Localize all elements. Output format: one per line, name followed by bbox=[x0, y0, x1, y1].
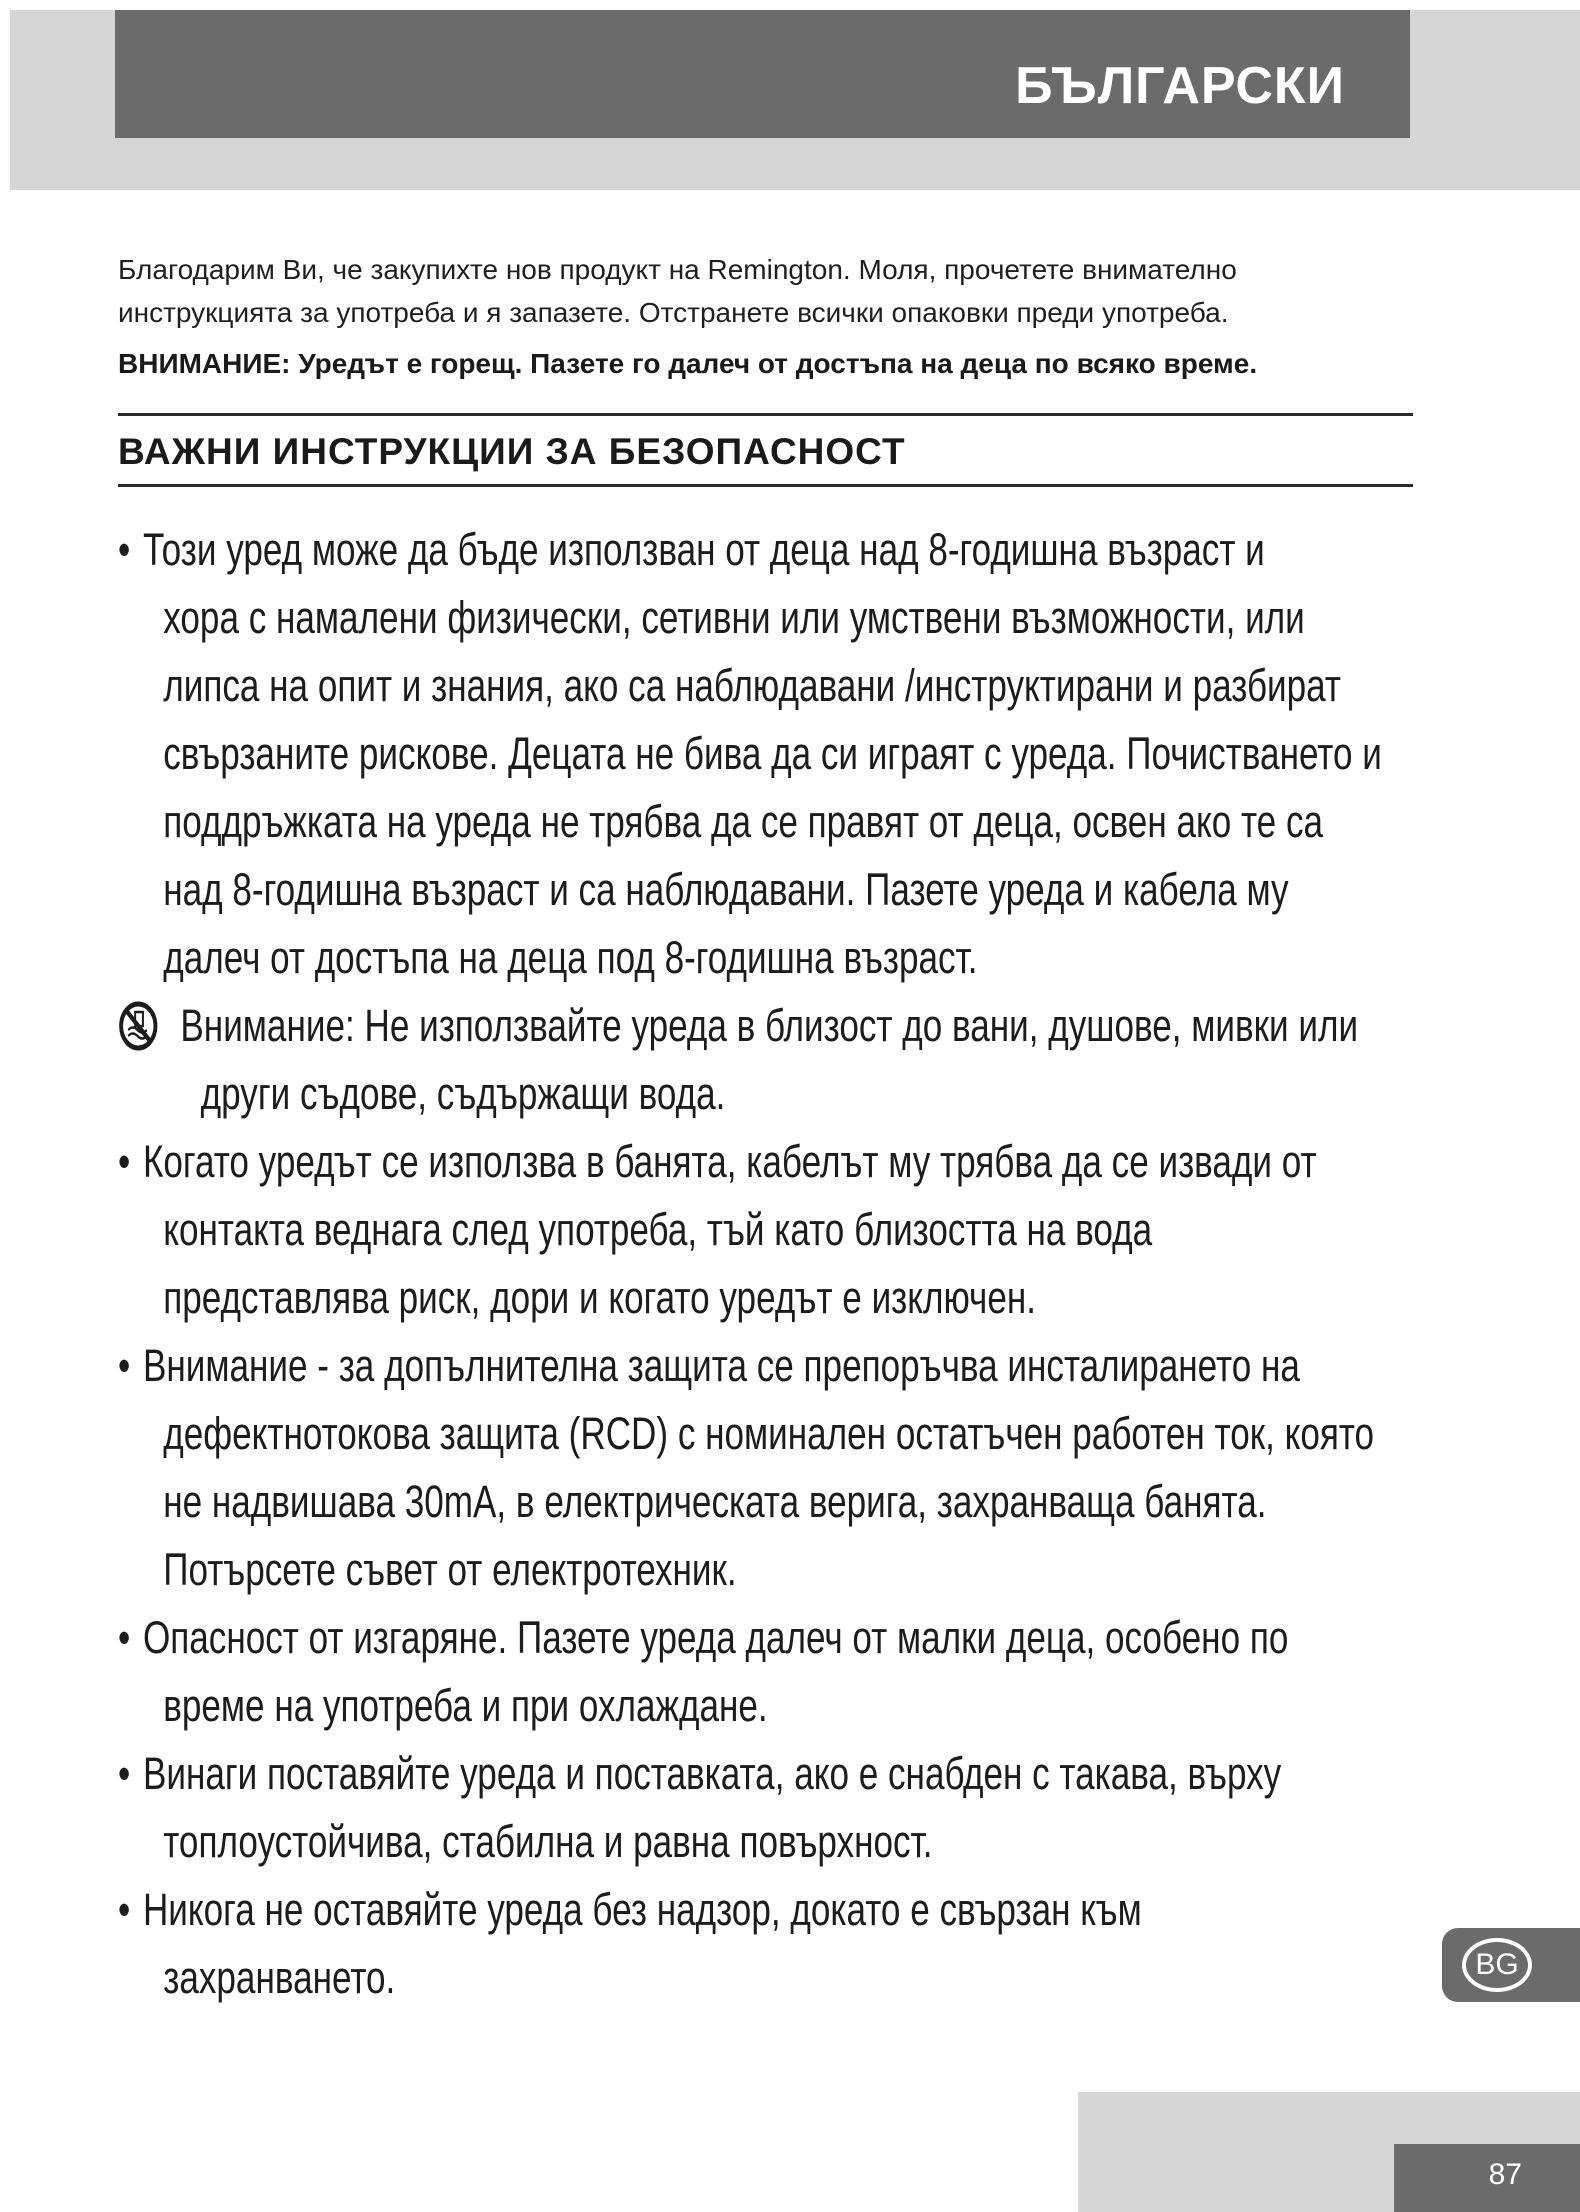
list-item bbox=[118, 1128, 1512, 1332]
item-line: Опасност от изгаряне. Пазете уреда далеч от малки деца, особено по bbox=[142, 1612, 1289, 1663]
bullet: • bbox=[118, 1884, 131, 1935]
section-divider-top bbox=[118, 413, 1413, 416]
section-title: ВАЖНИ ИНСТРУКЦИИ ЗА БЕЗОПАСНОСТ bbox=[118, 431, 906, 472]
page-number: 87 bbox=[1488, 2158, 1522, 2191]
item-line: Внимание - за допълнителна защита се препоръчва инсталирането на bbox=[142, 1340, 1300, 1391]
bullet: • bbox=[118, 1748, 131, 1799]
item-line: Никога не оставяйте уреда без надзор, докато е свързан към bbox=[142, 1884, 1142, 1935]
bullet: • bbox=[118, 1612, 131, 1663]
no-water-warning-icon bbox=[118, 1000, 159, 1052]
item-line: Когато уредът се използва в банята, кабелът му трябва да се извади от bbox=[142, 1136, 1317, 1187]
item-line: Този уред може да бъде използван от деца над 8-годишна възраст и bbox=[142, 524, 1265, 575]
hot-appliance-warning: ВНИМАНИЕ: Уредът е горещ. Пазете го далеч от достъпа на деца по всяко време. bbox=[118, 348, 1258, 379]
item-line: свързаните рискове. Децата не бива да си играят с уреда. Почистването и bbox=[163, 728, 1382, 779]
item-line: далеч от достъпа на деца под 8-годишна възраст. bbox=[163, 932, 978, 983]
list-item-water-warning bbox=[118, 992, 1549, 1128]
item-line: време на употреба и при охлаждане. bbox=[163, 1680, 768, 1731]
list-item bbox=[118, 1604, 1512, 1740]
bullet: • bbox=[118, 1340, 131, 1391]
language-header-bar bbox=[115, 10, 1410, 138]
intro-line: инструкцията за употреба и я запазете. Отстранете всички опаковки преди употреба. bbox=[118, 297, 1229, 328]
item-line: дефектнотокова защита (RCD) с номинален остатъчен работен ток, която bbox=[163, 1408, 1375, 1459]
language-badge: BG bbox=[1462, 1938, 1532, 1992]
list-item bbox=[118, 1332, 1512, 1604]
list-item bbox=[118, 516, 1512, 992]
item-line: Винаги поставяйте уреда и поставката, ако е снабден с такава, върху bbox=[142, 1748, 1282, 1799]
item-line: контакта веднага след употреба, тъй като близостта на вода bbox=[163, 1204, 1153, 1255]
list-item bbox=[118, 1740, 1512, 1876]
item-line: захранването. bbox=[163, 1952, 396, 2003]
item-line: други съдове, съдържащи вода. bbox=[200, 1068, 726, 1119]
page-number-box bbox=[1394, 2144, 1580, 2212]
list-item bbox=[118, 1876, 1512, 2012]
item-line: не надвишава 30mA, в електрическата верига, захранваща банята. bbox=[163, 1476, 1267, 1527]
item-line: представлява риск, дори и когато уредът е изключен. bbox=[163, 1272, 1036, 1323]
item-line: липса на опит и знания, ако са наблюдавани /инструктирани и разбират bbox=[163, 660, 1342, 711]
intro-text bbox=[118, 248, 1418, 334]
item-line: Внимание: Не използвайте уреда в близост до вани, душове, мивки или bbox=[180, 1000, 1359, 1051]
intro-line: Благодарим Ви, че закупихте нов продукт на Remington. Моля, прочетете внимателно bbox=[118, 254, 1237, 285]
item-line: над 8-годишна възраст и са наблюдавани. Пазете уреда и кабела му bbox=[163, 864, 1289, 915]
language-title: БЪЛГАРСКИ bbox=[1015, 57, 1345, 115]
item-line: топлоустойчива, стабилна и равна повърхност. bbox=[163, 1816, 933, 1867]
section-divider-bottom bbox=[118, 484, 1413, 487]
bullet: • bbox=[118, 1136, 131, 1187]
item-line: поддръжката на уреда не трябва да се правят от деца, освен ако те са bbox=[163, 796, 1324, 847]
safety-instructions-list bbox=[118, 516, 1382, 2012]
bullet: • bbox=[118, 524, 131, 575]
item-line: хора с намалени физически, сетивни или умствени възможности, или bbox=[163, 592, 1305, 643]
item-line: Потърсете съвет от електротехник. bbox=[163, 1544, 737, 1595]
